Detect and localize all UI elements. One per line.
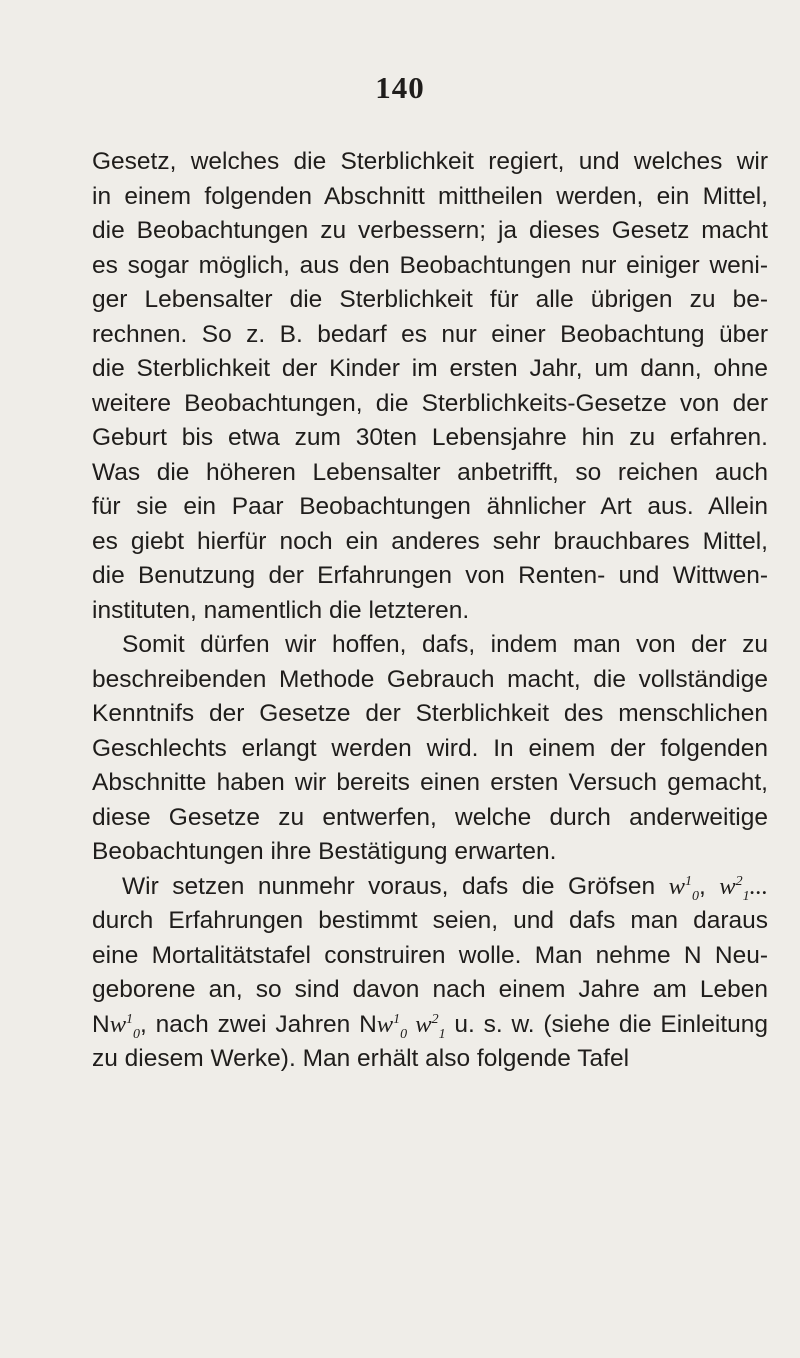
- paragraph-2: [92, 628, 768, 870]
- text-line: rechnen. So z. B. bedarf es nur einer Beobachtung über: [92, 320, 768, 348]
- text-line: Wir setzen nunmehr voraus, dafs die Gröfsen $w^1_0$, $w^2_1$...: [122, 872, 769, 904]
- text-line: die Beobachtungen zu verbessern; ja dieses Gesetz macht: [92, 217, 768, 244]
- text-line: es sogar möglich, aus den Beobachtungen nur einiger weni-: [92, 251, 768, 279]
- text-line: diese Gesetze zu entwerfen, welche durch anderweitige: [92, 803, 768, 831]
- text-line: ger Lebensalter die Sterblichkeit für alle übrigen zu be-: [92, 286, 768, 313]
- text-line: die Sterblichkeit der Kinder im ersten Jahr, um dann, ohne: [92, 355, 768, 382]
- text-line: die Benutzung der Erfahrungen von Renten- und Wittwen-: [92, 562, 768, 589]
- text-line: für sie ein Paar Beobachtungen ähnlicher Art aus. Allein: [92, 493, 768, 520]
- math-term: $w^1_0$ $w^2_1$: [376, 1010, 446, 1042]
- text-line: eine Mortalitätstafel construiren wolle. Man nehme N Neu-: [92, 941, 768, 969]
- text-line: Somit dürfen wir hoffen, dafs, indem man von der zu: [122, 631, 768, 658]
- text-line: Geschlechts erlangt werden wird. In einem der folgenden: [92, 734, 768, 762]
- text-line: Abschnitte haben wir bereits einen ersten Versuch gemacht,: [92, 769, 768, 796]
- text-line: in einem folgenden Abschnitt mittheilen werden, ein Mittel,: [92, 182, 768, 210]
- text-line: Was die höheren Lebensalter anbetrifft, so reichen auch: [92, 458, 768, 486]
- text-line: durch Erfahrungen bestimmt seien, und dafs man daraus: [92, 907, 768, 934]
- text-line: beschreibenden Methode Gebrauch macht, die vollständige: [92, 665, 768, 693]
- text-line: Kenntnifs der Gesetze der Sterblichkeit des menschlichen: [92, 700, 768, 727]
- text-line: Gesetz, welches die Sterblichkeit regiert, und welches wir: [92, 148, 768, 175]
- text-line: zu diesem Werke). Man erhält also folgende Tafel: [92, 1045, 630, 1072]
- text-line: weitere Beobachtungen, die Sterblichkeits-Gesetze von der: [92, 389, 768, 417]
- blank-page-area: [0, 900, 800, 1358]
- paragraph-1: [92, 145, 768, 628]
- text-line: geborene an, so sind davon nach einem Jahre am Leben: [92, 976, 768, 1003]
- math-term: $w^1_0$: [109, 1010, 141, 1042]
- page-number: 140: [375, 70, 425, 105]
- text-line: Beobachtungen ihre Bestätigung erwarten.: [92, 838, 557, 865]
- math-term: $w^1_0$: [668, 872, 699, 904]
- text-line: Geburt bis etwa zum 30ten Lebensjahre hin zu erfahren.: [92, 424, 768, 451]
- text-line: instituten, namentlich die letzteren.: [92, 596, 470, 624]
- line-text: Wir setzen nunmehr voraus, dafs die Gröfsen: [122, 872, 656, 900]
- math-term: $w^2_1$...: [719, 872, 769, 904]
- text-line: $Nw^1_0$, nach zwei Jahren $Nw^1_0$ $w^2_1$ u. s. w. (siehe die Einleitung: [92, 1010, 768, 1042]
- text-line: es giebt hierfür noch ein anderes sehr brauchbares Mittel,: [92, 527, 768, 555]
